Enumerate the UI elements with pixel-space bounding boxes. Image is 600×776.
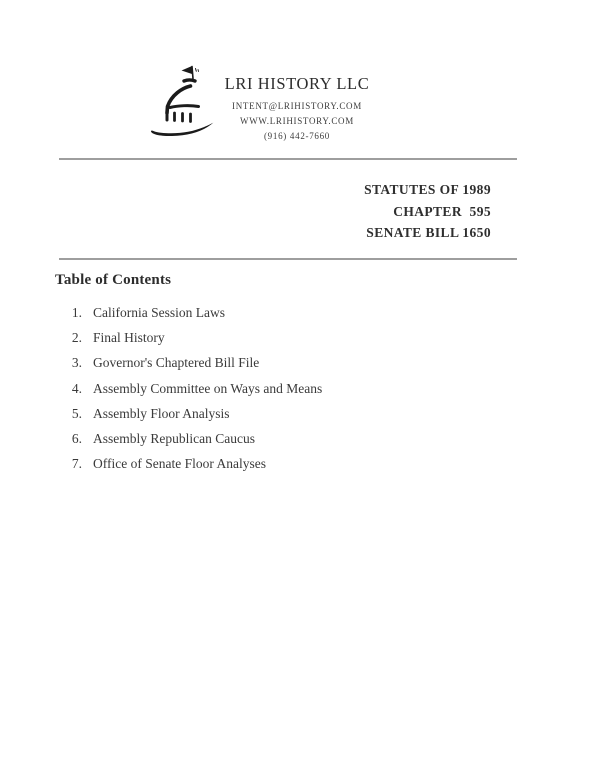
company-website: WWW.LRIHISTORY.COM [240, 116, 354, 126]
company-email: INTENT@LRIHISTORY.COM [232, 101, 362, 111]
toc-item-number: 6. [71, 430, 82, 446]
senate-bill-line: SENATE BILL 1650 [366, 225, 491, 240]
toc-item-label: Assembly Committee on Ways and Means [93, 380, 323, 396]
contact-block [217, 99, 377, 144]
toc-item [0, 401, 600, 426]
toc-item [0, 325, 600, 350]
toc-item [0, 451, 600, 476]
statutes-line: STATUTES OF 1989 [364, 182, 491, 197]
toc-title: Table of Contents [55, 272, 172, 288]
letterhead [217, 74, 377, 144]
bill-reference-block [364, 179, 491, 244]
divider-bottom [59, 258, 517, 260]
capitol-dome-icon [140, 62, 220, 142]
toc-list [0, 300, 600, 476]
toc-item-label: Governor's Chaptered Bill File [93, 355, 260, 371]
toc-item-label: California Session Laws [93, 305, 225, 320]
company-name: LRI HISTORY LLC [224, 74, 370, 93]
divider-top [59, 158, 517, 160]
chapter-line: CHAPTER 595 [393, 203, 491, 219]
toc-item-number: 5. [71, 405, 82, 421]
company-phone: (916) 442-7660 [263, 131, 331, 141]
toc-item-label: Office of Senate Floor Analyses [93, 456, 266, 472]
toc-item-number: 4. [71, 380, 82, 396]
toc-item-label: Assembly Republican Caucus [93, 430, 255, 446]
toc-item-number: 2. [71, 330, 82, 346]
toc-item-label: Final History [93, 330, 165, 346]
toc-item [0, 426, 600, 451]
toc-item [0, 300, 600, 325]
toc-item-number: 1. [71, 305, 82, 320]
toc-item [0, 376, 600, 401]
toc-item-label: Assembly Floor Analysis [93, 405, 230, 421]
toc-item-number: 3. [71, 355, 82, 371]
toc-item-number: 7. [71, 456, 82, 472]
toc-item [0, 350, 600, 375]
